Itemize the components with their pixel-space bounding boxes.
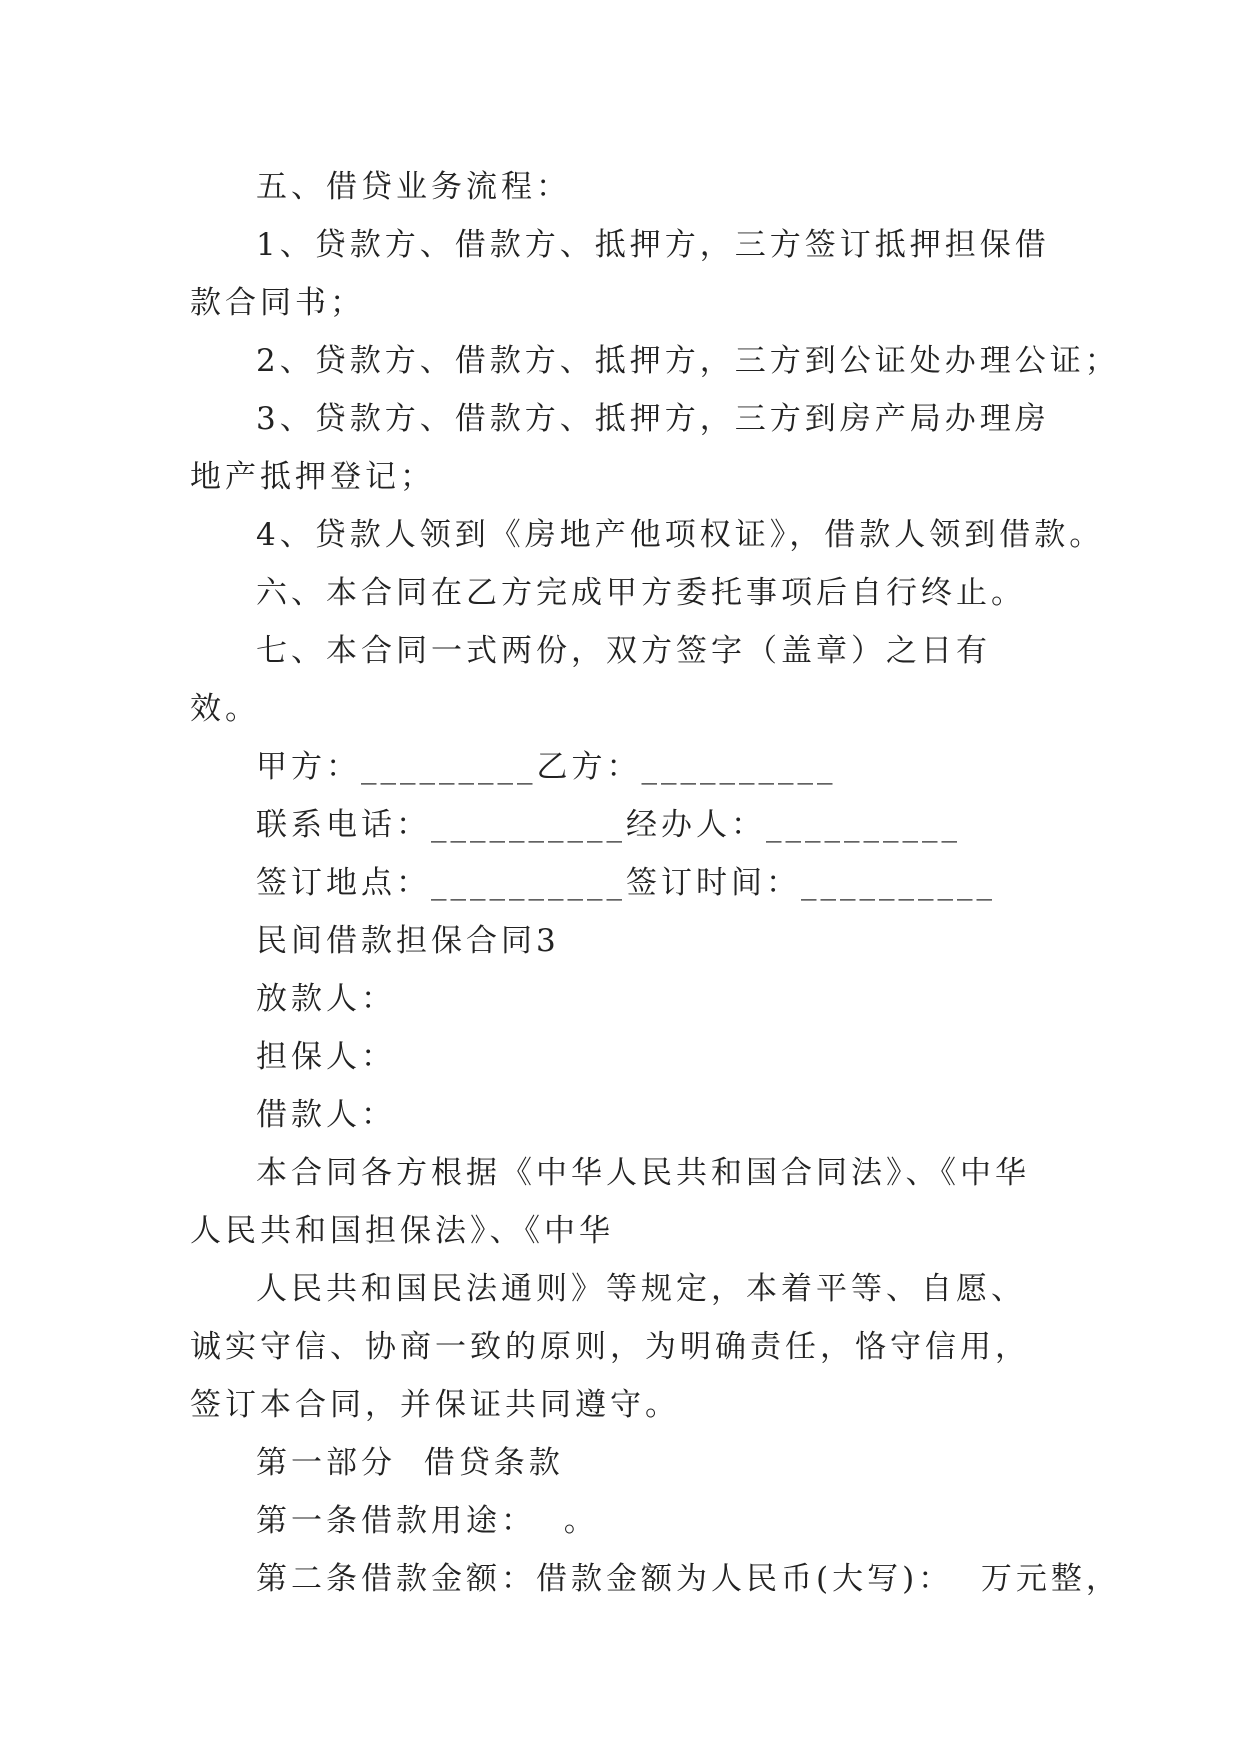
- document-body: [190, 158, 1121, 1608]
- signature-contact-line: 联系电话：__________经办人：__________: [256, 807, 961, 843]
- preamble-part-2: 人民共和国民法通则》等规定，本着平等、自愿、诚实守信、协商一致的原则，为明确责任，恪守信用，签订本合同，并保证共同遵守。: [190, 1271, 1030, 1423]
- section-heading-loan-process: 五、借贷业务流程：: [256, 169, 571, 205]
- clause-seven: 七、本合同一式两份，双方签字（盖章）之日有效。: [190, 633, 991, 727]
- signature-place-time-line: 签订地点：__________签订时间：__________: [256, 865, 996, 901]
- preamble-part-1: 本合同各方根据《中华人民共和国合同法》、《中华人民共和国担保法》、《中华: [190, 1155, 1030, 1249]
- process-step-4: 4、贷款人领到《房地产他项权证》，借款人领到借款。: [256, 517, 1105, 553]
- article-two-amount: 第二条借款金额：借款金额为人民币(大写)： 万元整，: [256, 1561, 1121, 1597]
- process-step-1: 1、贷款方、借款方、抵押方，三方签订抵押担保借款合同书；: [190, 227, 1050, 321]
- lender-label: 放款人：: [256, 981, 396, 1017]
- contract-title: 民间借款担保合同3: [256, 923, 560, 959]
- clause-six: 六、本合同在乙方完成甲方委托事项后自行终止。: [256, 575, 1026, 611]
- article-one-purpose: 第一条借款用途： 。: [256, 1503, 599, 1539]
- borrower-label: 借款人：: [256, 1097, 396, 1133]
- guarantor-label: 担保人：: [256, 1039, 396, 1075]
- process-step-3: 3、贷款方、借款方、抵押方，三方到房产局办理房地产抵押登记；: [190, 401, 1050, 495]
- process-step-2: 2、贷款方、借款方、抵押方，三方到公证处办理公证；: [256, 343, 1120, 379]
- part-one-heading: 第一部分 借贷条款: [256, 1445, 564, 1481]
- signature-parties-line: 甲方：_________乙方：__________: [256, 749, 837, 785]
